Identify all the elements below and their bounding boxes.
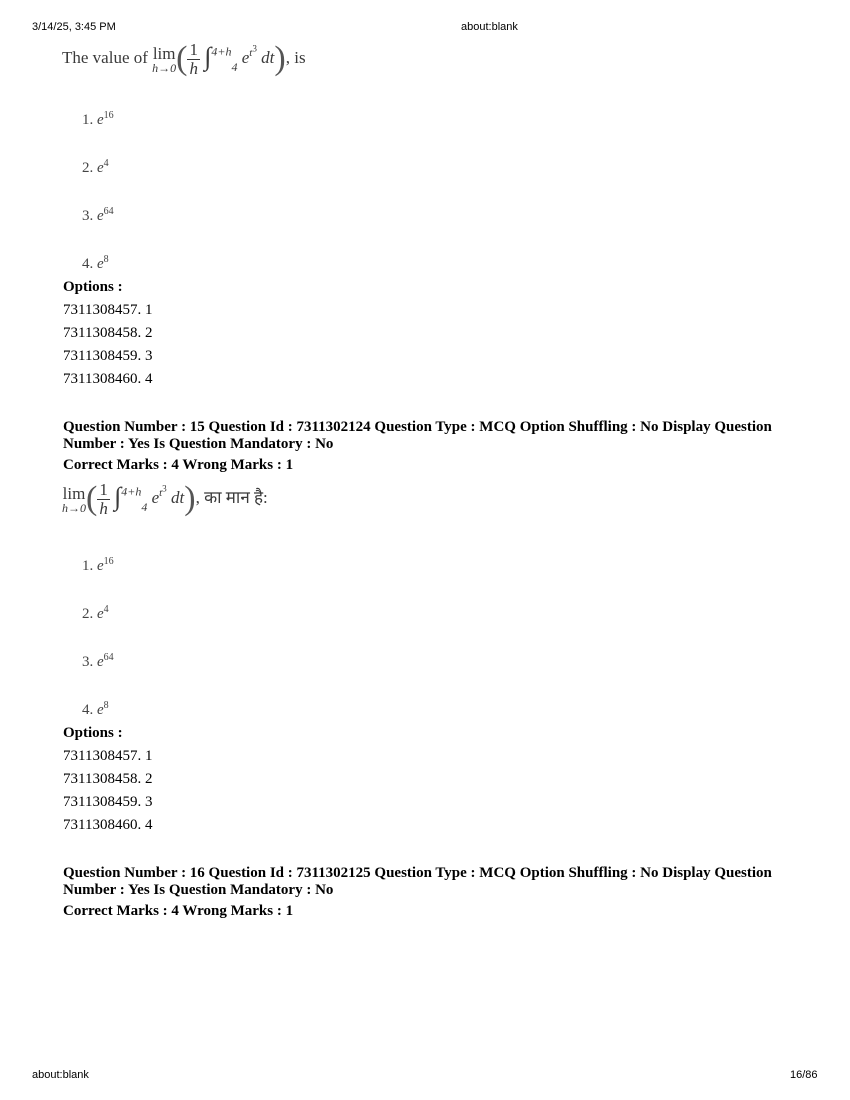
q15-stem-suffix: , का मान है: — [195, 487, 268, 507]
integral-symbol: ∫$^{4+h}_4$ — [204, 42, 238, 75]
q14-question-image: The value of lim h→0 ( $\frac{1}{h}$ ∫$^{4+h}_4$ $e^{t^3}$ dt), is — [62, 39, 306, 78]
integral-symbol: ∫$^{4+h}_4$ — [114, 482, 148, 515]
fraction: $\frac{1}{h}$ — [189, 39, 198, 78]
q14-options-label: Options : — [63, 279, 123, 295]
q14-option-id: 7311308459. 3 — [63, 348, 153, 364]
q15-choice-3: 3. $e^{64}$ — [82, 652, 114, 670]
q15-options-label: Options : — [63, 725, 123, 741]
q15-choice-1: 1. $e^{16}$ — [82, 556, 114, 574]
q15-choice-2: 2. $e^4$ — [82, 604, 109, 622]
q15-question-image: lim h→0 ( $\frac{1}{h}$ ∫$^{4+h}_4$ $e^{t^3}$ dt), का मान है: — [62, 479, 268, 518]
print-footer-page-number: 16/86 — [790, 1069, 818, 1081]
q15-choice-4: 4. $e^8$ — [82, 700, 109, 718]
q14-choice-2: 2. $e^4$ — [82, 158, 109, 176]
q15-option-id: 7311308458. 2 — [63, 771, 153, 787]
q14-choice-4: 4. $e^8$ — [82, 254, 109, 272]
q15-option-id: 7311308459. 3 — [63, 794, 153, 810]
q14-stem-suffix: , is — [285, 47, 306, 67]
q14-stem-prefix: The value of — [62, 47, 148, 67]
q14-choice-1: 1. $e^{16}$ — [82, 110, 114, 128]
q15-marks: Correct Marks : 4 Wrong Marks : 1 — [63, 457, 294, 473]
q14-option-id: 7311308460. 4 — [63, 371, 153, 387]
q14-choice-3: 3. $e^{64}$ — [82, 206, 114, 224]
q14-option-id: 7311308458. 2 — [63, 325, 153, 341]
print-header-url: about:blank — [461, 21, 518, 33]
print-header-datetime: 3/14/25, 3:45 PM — [32, 21, 116, 33]
q15-metadata: Question Number : 15 Question Id : 7311302124 Question Type : MCQ Option Shuffling : No Display Question Number : Yes Is Question Mandatory : No — [63, 419, 772, 452]
q14-option-id: 7311308457. 1 — [63, 302, 153, 318]
q15-option-id: 7311308457. 1 — [63, 748, 153, 764]
print-footer-url: about:blank — [32, 1069, 89, 1081]
fraction: $\frac{1}{h}$ — [99, 479, 108, 518]
limit-symbol: lim h→0 — [62, 483, 86, 515]
q15-option-id: 7311308460. 4 — [63, 817, 153, 833]
limit-symbol: lim h→0 — [152, 43, 177, 75]
q16-marks: Correct Marks : 4 Wrong Marks : 1 — [63, 903, 294, 919]
q16-metadata: Question Number : 16 Question Id : 7311302125 Question Type : MCQ Option Shuffling : No Display Question Number : Yes Is Question Mandatory : No — [63, 865, 772, 898]
